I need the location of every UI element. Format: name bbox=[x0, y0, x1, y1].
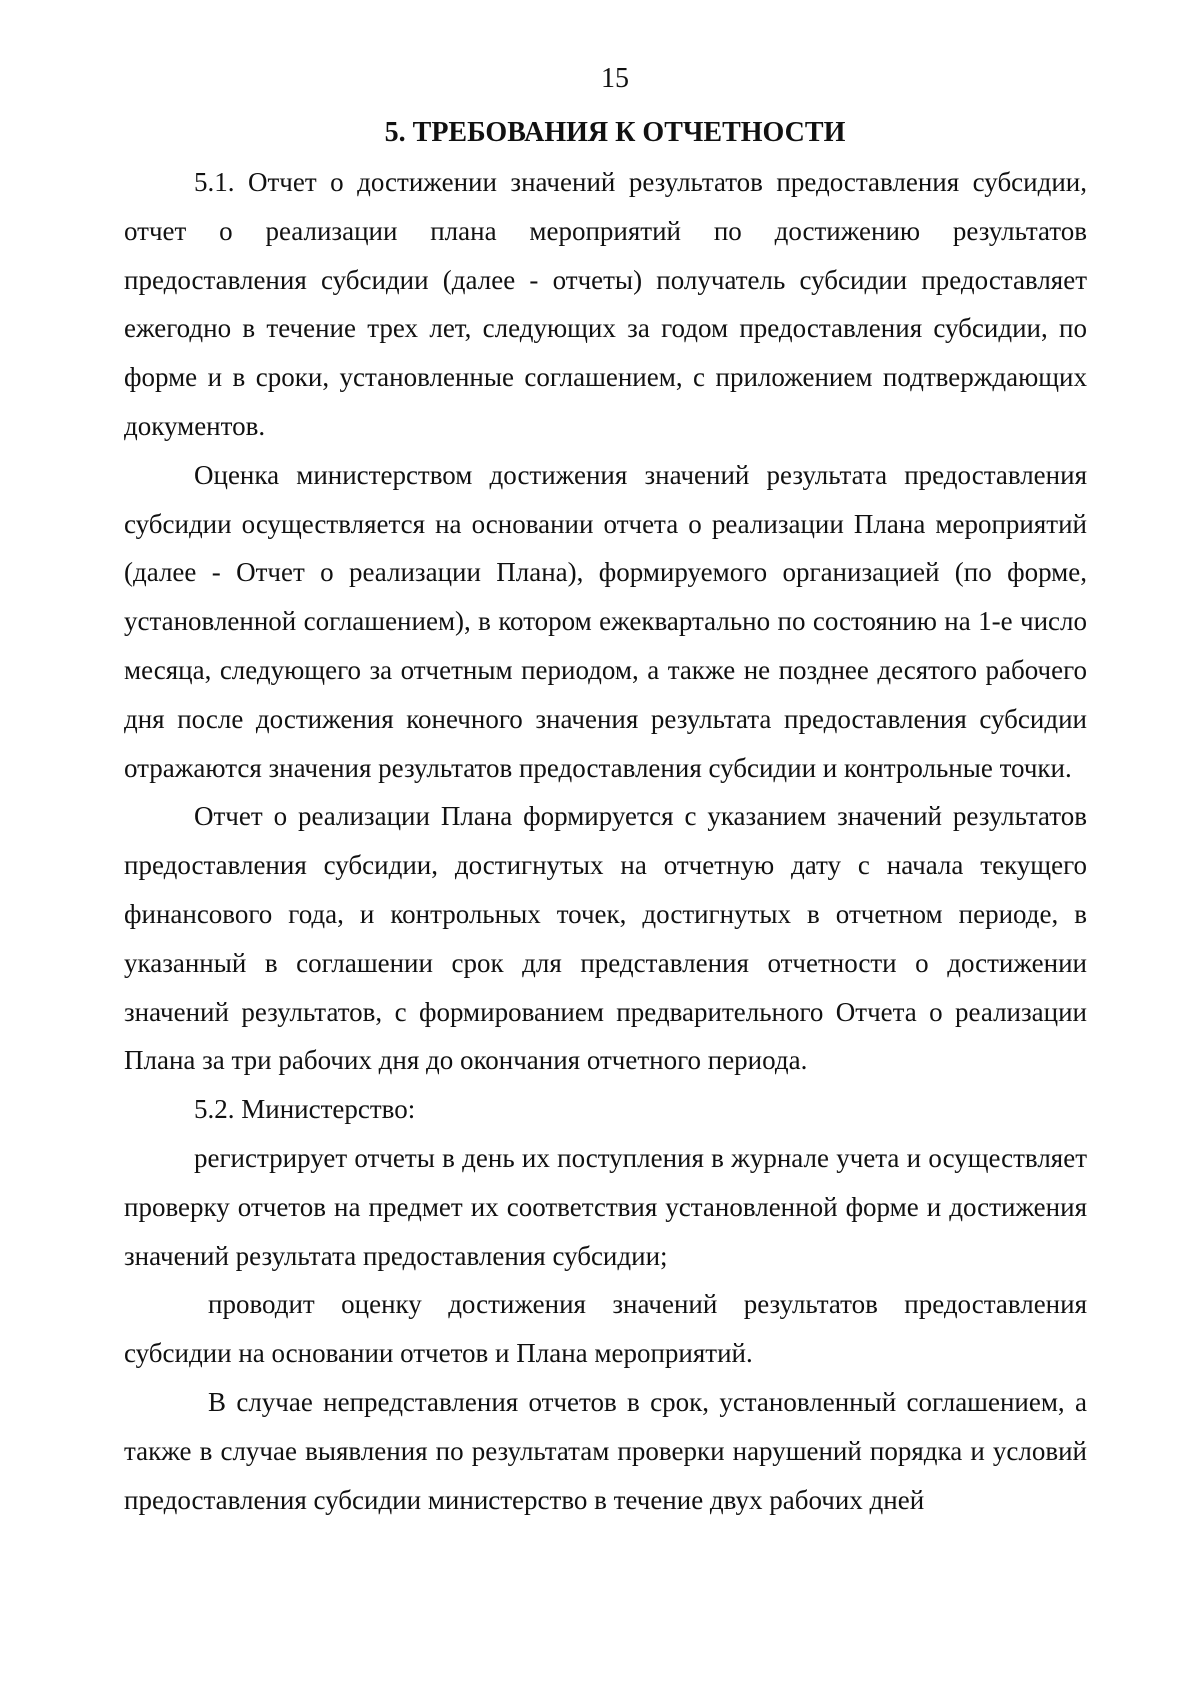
paragraph-assessment: Оценка министерством достижения значений результата предоставления субсидии осуществляется на основании отчета о реализации Плана мероприятий (далее - Отчет о реализации Плана), формируемого организацией (по форме, установленной соглашением), в котором ежеквартально по состоянию на 1-е число месяца, следующего за отчетным периодом, а также не позднее десятого рабочего дня после достижения конечного значения результата предоставления субсидии отражаются значения результатов предоставления субсидии и контрольные точки. bbox=[124, 459, 1087, 783]
paragraph-5-2: 5.2. Министерство: bbox=[194, 1094, 416, 1125]
section-title: 5. ТРЕБОВАНИЯ К ОТЧЕТНОСТИ bbox=[384, 117, 846, 148]
document-body bbox=[124, 158, 1087, 1524]
paragraph-5-1: 5.1. Отчет о достижении значений результатов предоставления субсидии, отчет о реализации плана мероприятий по достижению результатов предоставления субсидии (далее - отчеты) получатель субсидии предоставляет ежегодно в течение трех лет, следующих за годом предоставления субсидии, по форме и в сроки, установленные соглашением, с приложением подтверждающих документов. bbox=[124, 167, 1087, 441]
paragraph-plan-report: Отчет о реализации Плана формируется с указанием значений результатов предоставления субсидии, достигнутых на отчетную дату с начала текущего финансового года, и контрольных точек, достигнутых в отчетном периоде, в указанный в соглашении срок для представления отчетности о достижении значений результатов, с формированием предварительного Отчета о реализации Плана за три рабочих дня до окончания отчетного периода. bbox=[124, 801, 1087, 1076]
paragraph-non-submission: В случае непредставления отчетов в срок, установленный соглашением, а также в случае выявления по результатам проверки нарушений порядка и условий предоставления субсидии министерство в течение двух рабочих дней bbox=[124, 1386, 1087, 1515]
paragraph-evaluates: проводит оценку достижения значений результатов предоставления субсидии на основании отчетов и Плана мероприятий. bbox=[124, 1289, 1087, 1369]
paragraph-registers: регистрирует отчеты в день их поступления в журнале учета и осуществляет проверку отчетов на предмет их соответствия установленной форме и достижения значений результата предоставления субсидии; bbox=[124, 1142, 1087, 1271]
page-number: 15 bbox=[601, 63, 629, 94]
